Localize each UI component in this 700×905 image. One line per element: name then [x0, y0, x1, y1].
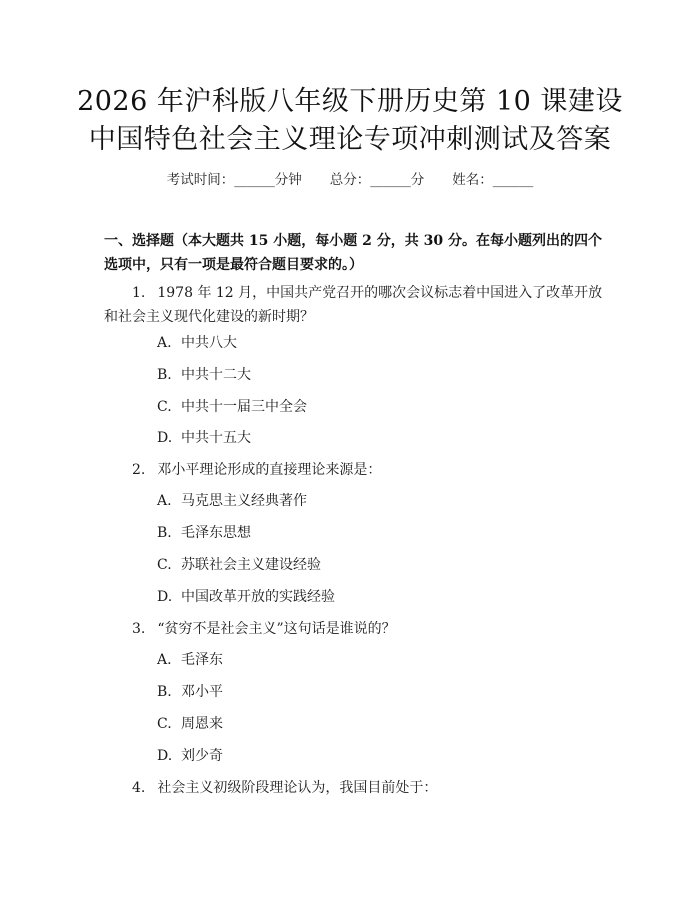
question-3 — [104, 617, 604, 641]
exam-time: 考试时间：______分钟 — [166, 172, 302, 188]
exam-meta — [0, 168, 700, 188]
question-number: 2. — [132, 462, 146, 478]
option-1a: A. 中共八大 — [157, 335, 237, 351]
option-1c: C. 中共十一届三中全会 — [157, 399, 307, 415]
option-1b: B. 中共十二大 — [157, 367, 251, 383]
exam-score: 总分：______分 — [329, 172, 425, 188]
option-1d: D. 中共十五大 — [157, 430, 251, 446]
question-2 — [104, 458, 604, 482]
question-text: 邓小平理论形成的直接理论来源是： — [157, 462, 382, 478]
option-3c: C. 周恩来 — [157, 716, 223, 732]
exam-name: 姓名：______ — [452, 172, 534, 188]
option-2c: C. 苏联社会主义建设经验 — [157, 557, 321, 573]
page-title-line-1: 2026 年沪科版八年级下册历史第 10 课建设 — [77, 86, 623, 117]
question-number: 3. — [132, 621, 146, 637]
question-text: “贫穷不是社会主义”这句话是谁说的？ — [157, 621, 396, 637]
option-3a: A. 毛泽东 — [157, 652, 223, 668]
question-4 — [104, 776, 604, 800]
question-number: 1. — [132, 285, 146, 301]
question-text: 1978 年 12 月，中国共产党召开的哪次会议标志着中国进入了改革开放和社会主义现代化建设的新时期？ — [104, 285, 603, 325]
question-number: 4. — [132, 780, 146, 796]
section-heading: 一、选择题（本大题共 15 小题，每小题 2 分，共 30 分。在每小题列出的四个选项中，只有一项是最符合题目要求的。） — [104, 233, 602, 273]
option-2b: B. 毛泽东思想 — [157, 525, 251, 541]
option-3d: D. 刘少奇 — [157, 748, 223, 764]
option-3b: B. 邓小平 — [157, 684, 223, 700]
question-text: 社会主义初级阶段理论认为，我国目前处于： — [157, 780, 438, 796]
option-2a: A. 马克思主义经典著作 — [157, 493, 307, 509]
option-2d: D. 中国改革开放的实践经验 — [157, 589, 335, 605]
page-title-line-2: 中国特色社会主义理论专项冲刺测试及答案 — [88, 124, 612, 155]
question-1 — [104, 281, 604, 329]
